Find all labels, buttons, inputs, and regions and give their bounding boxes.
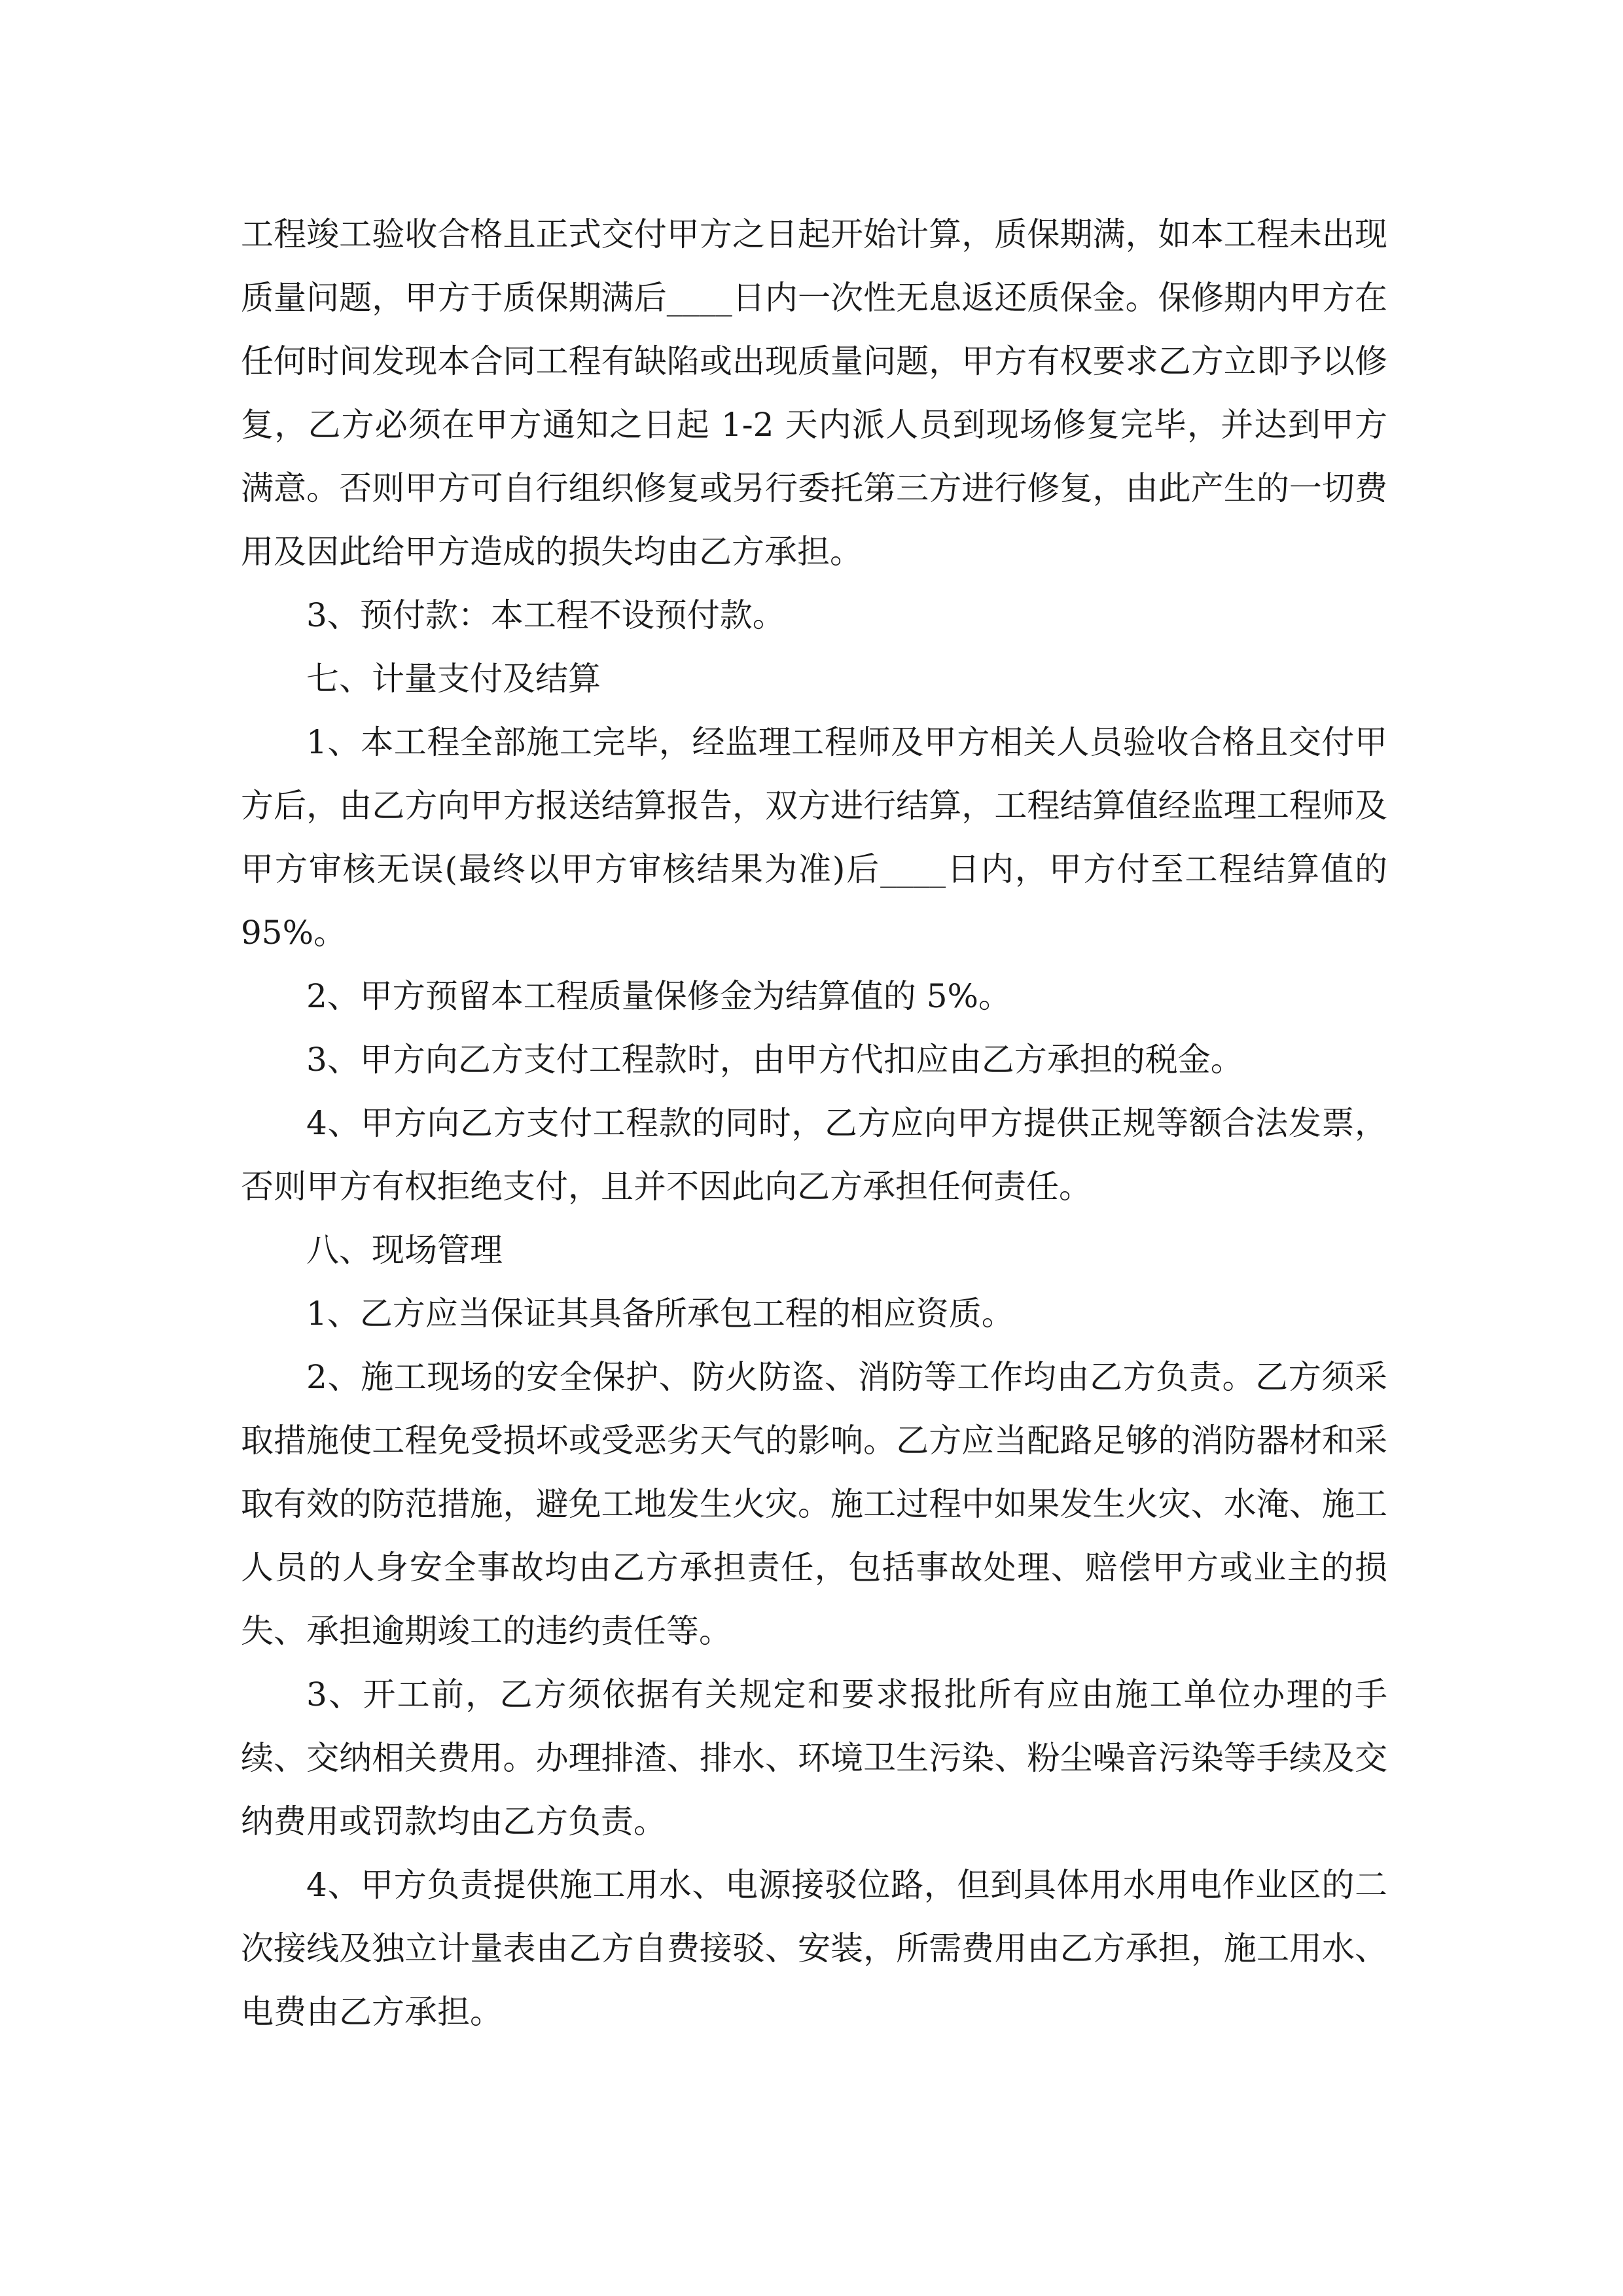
paragraph-site-3: 3、开工前，乙方须依据有关规定和要求报批所有应由施工单位办理的手续、交纳相关费用。办理排渣、排水、环境卫生污染、粉尘噪音污染等手续及交纳费用或罚款均由乙方负责。 <box>241 1676 1387 1840</box>
paragraph-settlement-3: 3、甲方向乙方支付工程款时，由甲方代扣应由乙方承担的税金。 <box>306 1041 1243 1079</box>
paragraph-site-2: 2、施工现场的安全保护、防火防盗、消防等工作均由乙方负责。乙方须采取措施使工程免受损坏或受恶劣天气的影响。乙方应当配路足够的消防器材和采取有效的防范措施，避免工地发生火灾。施工过程中如果发生火灾、水淹、施工人员的人身安全事故均由乙方承担责任，包括事故处理、赔偿甲方或业主的损失、承担逾期竣工的违约责任等。 <box>241 1358 1387 1650</box>
paragraph-settlement-2: 2、甲方预留本工程质量保修金为结算值的 5%。 <box>306 977 1012 1015</box>
paragraph-settlement-4: 4、甲方向乙方支付工程款的同时，乙方应向甲方提供正规等额合法发票，否则甲方有权拒绝支付，且并不因此向乙方承担任何责任。 <box>241 1104 1387 1206</box>
paragraph-warranty-continued: 工程竣工验收合格且正式交付甲方之日起开始计算，质保期满，如本工程未出现质量问题，甲方于质保期满后____日内一次性无息返还质保金。保修期内甲方在任何时间发现本合同工程有缺陷或出现质量问题，甲方有权要求乙方立即予以修复，乙方必须在甲方通知之日起 1-2 天内派人员到现场修复完毕，并达到甲方满意。否则甲方可自行组织修复或另行委托第三方进行修复，由此产生的一切费用及因此给甲方造成的损失均由乙方承担。 <box>241 215 1387 571</box>
paragraph-settlement-1: 1、本工程全部施工完毕，经监理工程师及甲方相关人员验收合格且交付甲方后，由乙方向甲方报送结算报告，双方进行结算，工程结算值经监理工程师及甲方审核无误(最终以甲方审核结果为准)后____日内，甲方付至工程结算值的95%。 <box>241 723 1387 952</box>
paragraph-prepayment: 3、预付款：本工程不设预付款。 <box>306 596 785 634</box>
document-body <box>241 203 1387 2044</box>
paragraph-site-1: 1、乙方应当保证其具备所承包工程的相应资质。 <box>306 1295 1014 1333</box>
paragraph-site-4: 4、甲方负责提供施工用水、电源接驳位路，但到具体用水用电作业区的二次接线及独立计量表由乙方自费接驳、安装，所需费用由乙方承担，施工用水、电费由乙方承担。 <box>241 1866 1387 2031</box>
section-heading-payment-settlement: 七、计量支付及结算 <box>306 660 601 698</box>
section-heading-site-management: 八、现场管理 <box>306 1231 503 1269</box>
